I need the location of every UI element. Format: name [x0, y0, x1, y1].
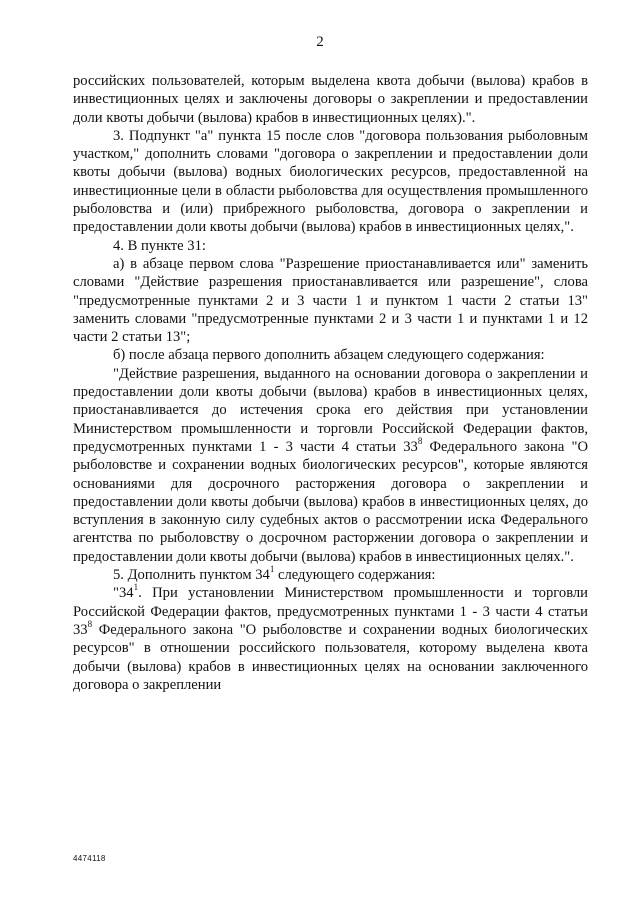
paragraph-item-5 [73, 566, 588, 584]
document-id: 4474118 [73, 854, 106, 863]
superscript: 8 [87, 619, 93, 630]
superscript: 1 [133, 582, 139, 593]
paragraph-item-5-part1: 5. Дополнить пунктом 34 [113, 567, 270, 584]
paragraph-new-abzac-part2: Федерального закона "О рыболовстве и сохранении водных биологических ресурсов", которые являются основаниями для досрочного расторжения договора о закреплении и предоставлении доли квоты добычи (вылова) крабов в инвестиционных целях, до вступления в законную силу судебных актов о рассмотрении иска Федерального агентства по рыболовству о досрочном расторжении договора о закреплении и предоставлении доли квоты добычи (вылова) крабов в инвестиционных целях.". [73, 438, 588, 565]
page-number: 2 [316, 34, 324, 50]
superscript: 8 [417, 436, 423, 447]
paragraph-item-34-1-part1: "34 [113, 585, 134, 602]
paragraph-item-3: 3. Подпункт "а" пункта 15 после слов "договора пользования рыболовным участком," дополнить словами "договора о закреплении и предоставлении доли квоты добычи (вылова) водных биологических ресурсов, предоставленной на инвестиционные цели в области рыболовства для осуществления промышленного рыболовства и (или) прибрежного рыболовства, договора о закреплении и предоставлении доли квоты добычи (вылова) крабов в инвестиционных целях,". [73, 127, 588, 236]
paragraph-item-5-part2: следующего содержания: [274, 567, 436, 584]
paragraph-item-4: 4. В пункте 31: [113, 237, 206, 254]
paragraph-new-abzac-part1: "Действие разрешения, выданного на основании договора о закреплении и предоставлении доли квоты добычи (вылова) крабов в инвестиционных целях, приостанавливается до истечения срока его действия при установлении Министерством промышленности и торговли Российской Федерации фактов, предусмотренных пунктами 1 - 3 части 4 статьи 33 [73, 365, 588, 455]
paragraph-item-34-1 [73, 584, 588, 694]
paragraph-continuation: российских пользователей, которым выделена квота добычи (вылова) крабов в инвестиционных целях и заключены договоры о закреплении и предоставлении доли квоты добычи (вылова) крабов в инвестиционных целях).". [73, 73, 588, 126]
paragraph-item-34-1-part2: . При установлении Министерством промышленности и торговли Российской Федерации фактов, предусмотренных пунктами 1 - 3 части 4 статьи 33 [73, 585, 588, 638]
paragraph-item-34-1-part3: Федерального закона "О рыболовстве и сохранении водных биологических ресурсов" в отношении российского пользователя, которому выделена квота добычи (вылова) крабов в инвестиционных целях на основании заключенного договора о закреплении [73, 621, 588, 693]
document-body [73, 72, 588, 694]
paragraph-subitem-a: а) в абзаце первом слова "Разрешение приостанавливается или" заменить словами "Действие разрешения приостанавливается или разрешение", слова "предусмотренные пунктами 2 и 3 части 1 и пунктом 1 части 2 статьи 13" заменить словами "предусмотренные пунктами 2 и 3 части 1 и пунктами 1 и 12 части 2 статьи 13"; [73, 255, 588, 346]
superscript: 1 [269, 564, 275, 575]
paragraph-new-abzac [73, 365, 588, 566]
paragraph-subitem-b: б) после абзаца первого дополнить абзацем следующего содержания: [113, 347, 545, 364]
